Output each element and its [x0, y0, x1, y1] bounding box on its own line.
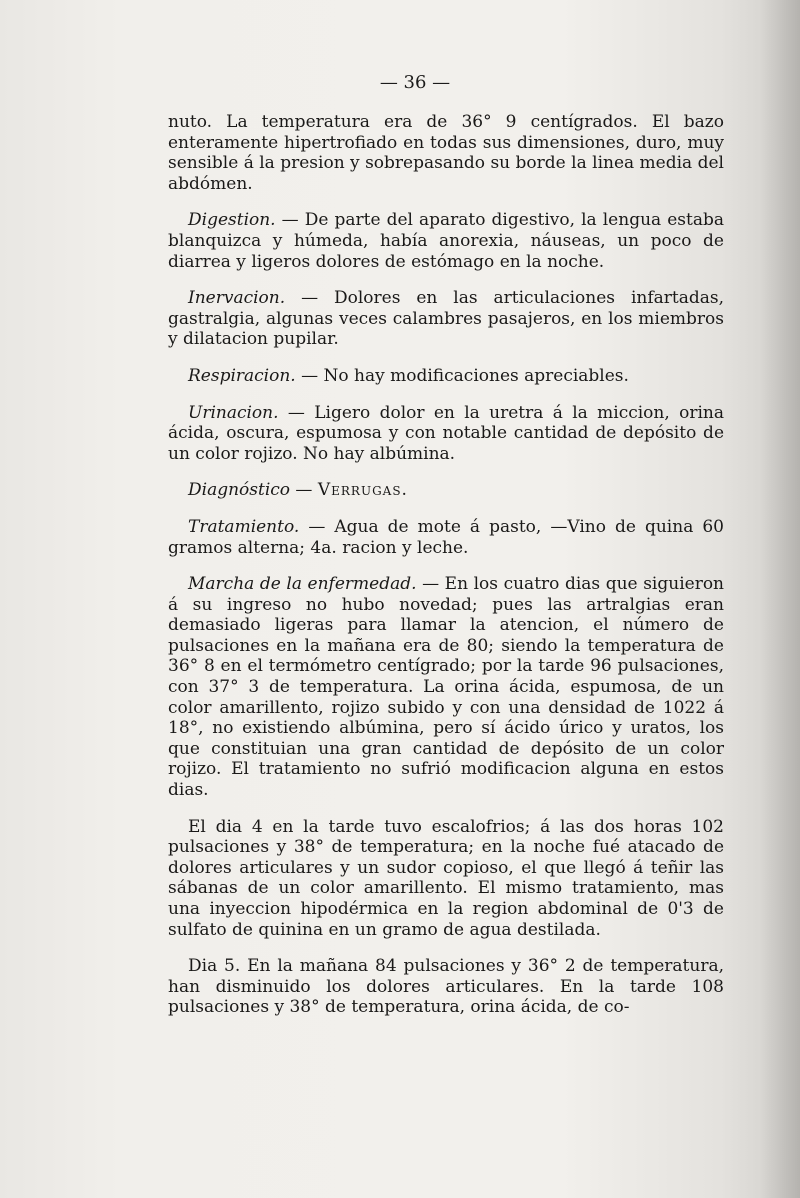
paragraph-text: — No hay modificaciones apreciables.	[295, 365, 629, 386]
paragraph-text: — Ligero dolor en la uretra á la miccion, orina ácida, oscura, espumosa y con notable cantidad de depósito de un color rojizo. No hay albúmina.	[168, 402, 724, 464]
paragraph-diagnostico	[168, 480, 724, 501]
paragraph-respiracion	[168, 366, 724, 387]
paragraph-inervacion	[168, 288, 724, 350]
section-heading-diagnostico: Diagnóstico	[188, 480, 291, 501]
section-heading-urinacion: Urinacion.	[188, 402, 279, 423]
paragraph-marcha	[168, 574, 724, 801]
paragraph-text: — Agua de mote á pasto, —Vino de quina 60 gramos alterna; 4a. racion y leche.	[168, 516, 724, 558]
paragraph-text: — Dolores en las articulaciones infartadas, gastralgia, algunas veces calambres pasajeros, en los miembros y dilatacion pupilar.	[168, 288, 724, 350]
paragraph-tratamiento	[168, 517, 724, 558]
paragraph-dia-5	[168, 956, 724, 1018]
page-number: — 36 —	[379, 72, 451, 93]
paragraph-text: —	[290, 480, 318, 501]
diagnosis-value: Verrugas.	[317, 480, 408, 501]
body-text	[168, 112, 724, 1034]
paragraph-text: Dia 5. En la mañana 84 pulsaciones y 36° 2 de temperatura, han disminuido los dolores articulares. En la tarde 108 pulsaciones y 38° de temperatura, orina ácida, de co-	[168, 956, 724, 1018]
paragraph-urinacion	[168, 403, 724, 465]
section-heading-respiracion: Respiracion.	[188, 365, 296, 386]
paragraph-text: — En los cuatro dias que siguieron á su ingreso no hubo novedad; pues las artralgias eran demasiado ligeras para llamar la atencion, el número de pulsaciones en la mañana era de 80; siendo la temperatura de 36° 8 en el termómetro centígrado; por la tarde 96 pulsaciones, con 37° 3 de temperatura. La orina ácida, espumosa, de un color amarillento, rojizo subido y con una densidad de 1022 á 18°, no existiendo albúmina, pero sí ácido úrico y uratos, los que constituian una gran cantidad de depósito de un color rojizo. El tratamiento no sufrió modificacion alguna en estos dias.	[168, 574, 725, 801]
paragraph-text: El dia 4 en la tarde tuvo escalofrios; á las dos horas 102 pulsaciones y 38° de temperatura; en la noche fué atacado de dolores articulares y un sudor copioso, el que llegó á teñir las sábanas de un color amarillento. El mismo tratamiento, mas una inyeccion hipodérmica en la region abdominal de 0'3 de sulfato de quinina en un gramo de agua destilada.	[168, 816, 724, 940]
section-heading-digestion: Digestion.	[188, 210, 276, 231]
paragraph-temperature	[168, 112, 724, 194]
paragraph-text: nuto. La temperatura era de 36° 9 centígrados. El bazo enteramente hipertrofiado en todas sus dimensiones, duro, muy sensible á la presion y sobrepasando su borde la linea media del abdómen.	[168, 112, 724, 194]
section-heading-tratamiento: Tratamiento.	[188, 516, 300, 537]
paragraph-digestion	[168, 210, 724, 272]
paragraph-dia-4	[168, 817, 724, 941]
section-heading-inervacion: Inervacion.	[188, 288, 286, 309]
paragraph-text: — De parte del aparato digestivo, la lengua estaba blanquizca y húmeda, había anorexia, náuseas, un poco de diarrea y ligeros dolores de estómago en la noche.	[168, 210, 724, 272]
section-heading-marcha: Marcha de la enfermedad.	[188, 574, 417, 595]
